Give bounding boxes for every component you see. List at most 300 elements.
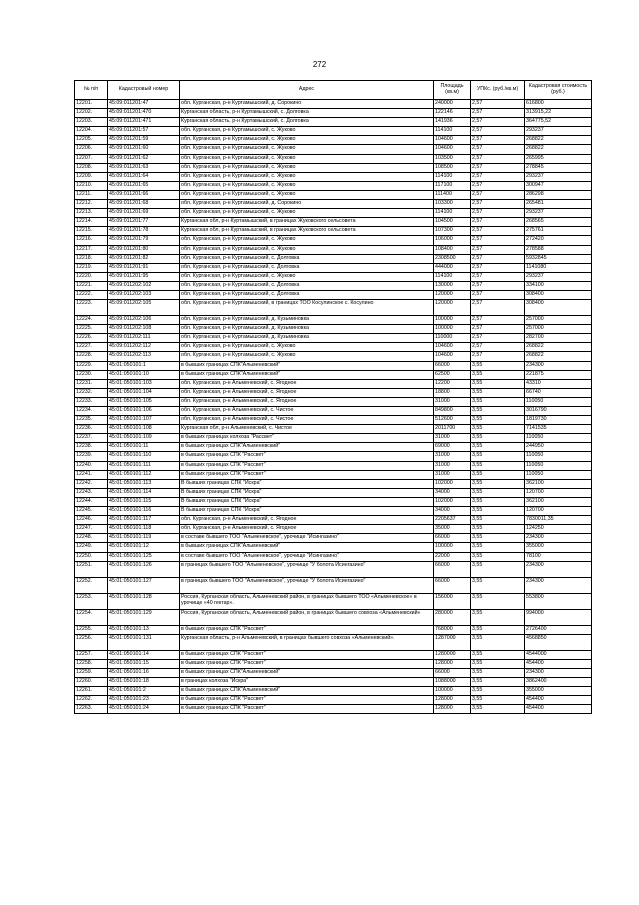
address: обл. Курганская, р-н Альменевский, с. Ягодное [180,397,434,406]
table-row [75,425,592,434]
cadastral-number: 45:09:011201:63 [108,163,180,172]
table-row [75,190,592,199]
cadastral-cost: 110050 [525,452,592,461]
area: 31000 [434,470,471,479]
row-number: 12214. [75,218,108,227]
table-row [75,361,592,370]
row-number: 12258. [75,659,108,668]
cadastral-number: 45:01:050101:131 [108,634,180,650]
cadastral-number: 45:09:011202:103 [108,290,180,299]
cadastral-number: 45:01:050101:129 [108,609,180,625]
header-num: № п/п [75,81,108,100]
cadastral-number: 45:01:050101:112 [108,470,180,479]
row-number: 12212. [75,200,108,209]
row-number: 12205. [75,136,108,145]
cadastral-cost: 4544000 [525,650,592,659]
header-row [75,81,592,100]
table-row [75,254,592,263]
address: обл. Курганская, р-н Куртамышский, с. Жуково [180,209,434,218]
upks: 3,55 [471,507,525,516]
row-number: 12213. [75,209,108,218]
table-row [75,525,592,534]
cadastral-cost: 265481 [525,200,592,209]
table-row [75,281,592,290]
upks: 3,55 [471,488,525,497]
area: 100000 [434,316,471,325]
address: в бывших границах СПК"Альменевский" [180,443,434,452]
area: 100000 [434,687,471,696]
address: обл. Курганская, р-н Куртамышский, с. Жуково [180,352,434,361]
area: 104600 [434,352,471,361]
cadastral-number: 45:01:050101:115 [108,497,180,506]
area: 122146 [434,109,471,118]
address: обл. Курганская, р-н Альменевский, с. Чистое [180,407,434,416]
row-number: 12230. [75,370,108,379]
upks: 3,55 [471,609,525,625]
upks: 3,55 [471,677,525,686]
area: 114100 [434,209,471,218]
area: 2011700 [434,425,471,434]
address: обл. Курганская, р-н Альменевский, с. Ягодное [180,379,434,388]
upks: 2,57 [471,136,525,145]
upks: 3,55 [471,705,525,714]
table-row [75,200,592,209]
upks: 2,57 [471,227,525,236]
table-body [75,100,592,714]
row-number: 12228. [75,352,108,361]
cadastral-cost: 300947 [525,181,592,190]
row-number: 12206. [75,145,108,154]
table-row [75,343,592,352]
row-number: 12239. [75,452,108,461]
cadastral-cost: 124250 [525,525,592,534]
area: 108400 [434,245,471,254]
table-row [75,118,592,127]
area: 104500 [434,218,471,227]
cadastral-cost: 234300 [525,561,592,577]
area: 66000 [434,577,471,593]
cadastral-number: 45:09:011201:82 [108,254,180,263]
area: 31000 [434,397,471,406]
address: в границах бывшего ТОО "Альменевское", урочище "У болота Исингазино" [180,561,434,577]
upks: 2,57 [471,109,525,118]
upks: 3,55 [471,516,525,525]
upks: 2,57 [471,218,525,227]
address: в бывших границах СПК"Альменевский" [180,687,434,696]
row-number: 12221. [75,281,108,290]
address: в бывших границах СПК "Рассвет" [180,705,434,714]
area: 62500 [434,370,471,379]
table-row [75,352,592,361]
cadastral-cost: 275761 [525,227,592,236]
row-number: 12238. [75,443,108,452]
row-number: 12248. [75,534,108,543]
upks: 2,57 [471,118,525,127]
area: 31000 [434,461,471,470]
row-number: 12231. [75,379,108,388]
cadastral-number: 45:09:011201:57 [108,127,180,136]
upks: 3,55 [471,577,525,593]
cadastral-cost: 994000 [525,609,592,625]
address: в составе бывшего ТОО "Альменевское", урочище "Исингазино" [180,552,434,561]
table-row [75,136,592,145]
cadastral-cost: 234300 [525,534,592,543]
row-number: 12240. [75,461,108,470]
upks: 3,55 [471,397,525,406]
upks: 2,57 [471,163,525,172]
area: 240000 [434,100,471,109]
row-number: 12243. [75,488,108,497]
table-row [75,561,592,577]
area: 1280000 [434,650,471,659]
row-number: 12235. [75,416,108,425]
address: В бывших границах СПК "Искра" [180,479,434,488]
area: 120000 [434,300,471,316]
cadastral-number: 45:01:050101:11 [108,443,180,452]
cadastral-cost: 293237 [525,172,592,181]
row-number: 12209. [75,172,108,181]
table-row [75,543,592,552]
cadastral-cost: 272420 [525,236,592,245]
cadastral-cost: 454400 [525,705,592,714]
table-row [75,593,592,609]
cadastral-cost: 278845 [525,163,592,172]
cadastral-number: 45:01:050101:15 [108,659,180,668]
area: 34000 [434,507,471,516]
row-number: 12225. [75,325,108,334]
table-row [75,272,592,281]
upks: 2,57 [471,325,525,334]
table-row [75,316,592,325]
address: в бывших границах СПК"Альменевский" [180,370,434,379]
row-number: 12208. [75,163,108,172]
upks: 3,55 [471,470,525,479]
address: Россия, Курганская область, Альменевский район, в границах бывшего совхоза «Альменевский» [180,609,434,625]
area: 120000 [434,290,471,299]
cadastral-number: 45:01:050101:2 [108,687,180,696]
cadastral-cost: 120700 [525,507,592,516]
address: Россия, Курганская область, Альменевский район, в границах бывшего ТОО «Альменевское» в урочище «40 гектар». [180,593,434,609]
cadastral-cost: 265995 [525,154,592,163]
address: обл. Курганская, р-н Куртамышский, д. Кузьминовка [180,325,434,334]
cadastral-cost: 553800 [525,593,592,609]
address: обл. Курганская, р-н Куртамышский, с. Жуково [180,181,434,190]
upks: 3,55 [471,425,525,434]
cadastral-number: 45:01:050101:110 [108,452,180,461]
cadastral-cost: 313915,22 [525,109,592,118]
cadastral-number: 45:01:050101:23 [108,696,180,705]
row-number: 12220. [75,272,108,281]
table-row [75,370,592,379]
address: обл. Курганская, р-н Куртамышский, д. Кузьминовка [180,334,434,343]
area: 110000 [434,334,471,343]
row-number: 12251. [75,561,108,577]
cadastral-number: 45:01:050101:116 [108,507,180,516]
address: в бывших границах СПК "Рассвет" [180,461,434,470]
table-header [75,81,592,100]
area: 768000 [434,625,471,634]
upks: 3,55 [471,452,525,461]
cadastral-cost: 362100 [525,479,592,488]
address: Курганская область, р-н Куртамышский, с. Долговка [180,109,434,118]
cadastral-cost: 257000 [525,316,592,325]
address: обл. Курганская, р-н Куртамышский, с. Жуково [180,136,434,145]
cadastral-number: 45:01:050101:114 [108,488,180,497]
table-row [75,705,592,714]
table-row [75,397,592,406]
cadastral-number: 45:09:011201:471 [108,118,180,127]
area: 1088000 [434,677,471,686]
row-number: 12253. [75,593,108,609]
table-row [75,181,592,190]
cadastral-number: 45:01:050101:109 [108,434,180,443]
address: в бывших границах СПК "Рассвет" [180,696,434,705]
address: в бывших границах СПК"Альменевский" [180,668,434,677]
address: в бывших границах СПК"Альменевский" [180,543,434,552]
area: 103500 [434,154,471,163]
area: 128000 [434,705,471,714]
cadastral-cost: 293237 [525,209,592,218]
upks: 2,57 [471,245,525,254]
cadastral-number: 45:01:050101:107 [108,416,180,425]
header-cadastral-cost: Кадастровая стоимость (руб.) [525,81,592,100]
header-cadastral-number: Кадастровый номер [108,81,180,100]
address: обл. Курганская, р-н Куртамышский, с. Жуково [180,163,434,172]
cadastral-cost: 308400 [525,300,592,316]
cadastral-cost: 234300 [525,577,592,593]
area: 35000 [434,525,471,534]
table-row [75,218,592,227]
cadastral-cost: 66740 [525,388,592,397]
upks: 2,57 [471,154,525,163]
row-number: 12222. [75,290,108,299]
table-row [75,507,592,516]
address: обл. Курганская, р-н Куртамышский, д. Сорокино [180,200,434,209]
area: 104600 [434,136,471,145]
upks: 3,55 [471,625,525,634]
cadastral-number: 45:09:011202:102 [108,281,180,290]
cadastral-cost: 362100 [525,497,592,506]
cadastral-number: 45:09:011202:112 [108,343,180,352]
row-number: 12218. [75,254,108,263]
upks: 3,55 [471,525,525,534]
area: 130000 [434,281,471,290]
row-number: 12229. [75,361,108,370]
table-row [75,534,592,543]
table-row [75,452,592,461]
upks: 2,57 [471,181,525,190]
cadastral-number: 45:09:011201:47 [108,100,180,109]
upks: 2,57 [471,300,525,316]
table-row [75,609,592,625]
area: 512600 [434,416,471,425]
cadastral-number: 45:01:050101:128 [108,593,180,609]
table-row [75,634,592,650]
row-number: 12236. [75,425,108,434]
address: обл. Курганская, р-н Куртамышский, с. Жуково [180,343,434,352]
cadastral-number: 45:01:050101:105 [108,397,180,406]
row-number: 12224. [75,316,108,325]
cadastral-number: 45:09:011201:95 [108,272,180,281]
table-row [75,300,592,316]
page-number: 272 [312,60,327,69]
address: обл. Курганская, р-н Куртамышский, с. Жуково [180,154,434,163]
area: 108500 [434,163,471,172]
cadastral-number: 45:09:011201:68 [108,200,180,209]
table-row [75,668,592,677]
upks: 2,57 [471,127,525,136]
area: 1287000 [434,634,471,650]
cadastral-cost: 286298 [525,190,592,199]
cadastral-cost: 3862400 [525,677,592,686]
cadastral-number: 45:09:011201:64 [108,172,180,181]
table-row [75,516,592,525]
cadastral-cost: 355000 [525,543,592,552]
cadastral-cost: 110050 [525,461,592,470]
row-number: 12259. [75,668,108,677]
row-number: 12262. [75,696,108,705]
cadastral-number: 45:09:011201:65 [108,181,180,190]
table-row [75,625,592,634]
cadastral-number: 45:09:011201:91 [108,263,180,272]
address: в границах колхоза "Искра" [180,677,434,686]
address: обл. Курганская, р-н Куртамышский, с. Жуково [180,127,434,136]
table-row [75,109,592,118]
area: 102000 [434,497,471,506]
cadastral-number: 45:09:011202:105 [108,300,180,316]
row-number: 12233. [75,397,108,406]
upks: 3,55 [471,659,525,668]
header-area: Площадь (кв.м) [434,81,471,100]
cadastral-number: 45:01:050101:117 [108,516,180,525]
upks: 3,55 [471,497,525,506]
area: 66000 [434,534,471,543]
cadastral-number: 45:01:050101:14 [108,650,180,659]
cadastral-number: 45:01:050101:10 [108,370,180,379]
cadastral-cost: 293237 [525,272,592,281]
table-row [75,677,592,686]
address: обл. Курганская, р-н Куртамышский, с. Долговка [180,281,434,290]
area: 128000 [434,696,471,705]
cadastral-number: 45:09:011201:80 [108,245,180,254]
area: 114100 [434,127,471,136]
address: Курганская обл, р-н Куртамышский, в границах Жуковского сельсовета [180,227,434,236]
area: 100000 [434,325,471,334]
table-row [75,577,592,593]
area: 111400 [434,190,471,199]
address: в бывших границах колхоза "Рассвет" [180,434,434,443]
row-number: 12250. [75,552,108,561]
area: 22000 [434,552,471,561]
cadastral-number: 45:09:011202:108 [108,325,180,334]
upks: 2,57 [471,209,525,218]
row-number: 12232. [75,388,108,397]
row-number: 12247. [75,525,108,534]
cadastral-cost: 308400 [525,290,592,299]
area: 103300 [434,200,471,209]
cadastral-cost: 234300 [525,668,592,677]
address: в бывших границах СПК "Рассвет" [180,650,434,659]
address: обл. Курганская, р-н Куртамышский, с. Долговка [180,290,434,299]
cadastral-cost: 221875 [525,370,592,379]
row-number: 12223. [75,300,108,316]
row-number: 12261. [75,687,108,696]
upks: 3,55 [471,479,525,488]
upks: 3,55 [471,443,525,452]
area: 12200 [434,379,471,388]
upks: 2,57 [471,236,525,245]
table-row [75,127,592,136]
address: обл. Курганская, р-н Альменевский, с. Ягодное [180,388,434,397]
address: Курганская область, р-н Куртамышский, с. Долговка [180,118,434,127]
cadastral-number: 45:09:011201:79 [108,236,180,245]
address: обл. Курганская, р-н Куртамышский, с. Жуково [180,172,434,181]
address: В бывших границах СПК "Искра" [180,507,434,516]
row-number: 12263. [75,705,108,714]
address: обл. Курганская, р-н Куртамышский, с. Жуково [180,145,434,154]
cadastral-number: 45:01:050101:16 [108,668,180,677]
address: обл. Курганская, р-н Куртамышский, д. Кузьминовка [180,316,434,325]
row-number: 12201. [75,100,108,109]
row-number: 12219. [75,263,108,272]
cadastral-number: 45:01:050101:119 [108,534,180,543]
address: в бывших границах СПК"Альменевский" [180,361,434,370]
table-row [75,325,592,334]
table-row [75,100,592,109]
table-row [75,145,592,154]
cadastral-cost: 1819730 [525,416,592,425]
area: 66000 [434,561,471,577]
area: 444000 [434,263,471,272]
table-row [75,416,592,425]
table-row [75,687,592,696]
upks: 2,57 [471,100,525,109]
cadastral-cost: 334100 [525,281,592,290]
cadastral-cost: 120700 [525,488,592,497]
upks: 3,55 [471,696,525,705]
address: Курганская область, р-н Альменевский, в границах бывшего совхоза «Альменевский». [180,634,434,650]
upks: 2,57 [471,343,525,352]
cadastral-number: 45:01:050101:18 [108,677,180,686]
address: обл. Курганская, р-н Альменевский, с. Ягодное [180,525,434,534]
row-number: 12215. [75,227,108,236]
area: 34000 [434,488,471,497]
header-address: Адрес [180,81,434,100]
address: обл. Курганская, р-н Альменевский, с. Ягодное [180,516,434,525]
cadastral-cost: 293237 [525,127,592,136]
area: 114100 [434,272,471,281]
cadastral-cost: 364775,52 [525,118,592,127]
cadastral-number: 45:09:011201:78 [108,227,180,236]
area: 128000 [434,659,471,668]
cadastral-cost: 110050 [525,434,592,443]
upks: 3,55 [471,407,525,416]
cadastral-cost: 268822 [525,343,592,352]
address: в границах бывшего ТОО "Альменевское", урочище "У болота Исингазино" [180,577,434,593]
upks: 3,55 [471,668,525,677]
area: 280000 [434,609,471,625]
row-number: 12256. [75,634,108,650]
area: 2308500 [434,254,471,263]
table-row [75,172,592,181]
address: в составе бывшего ТОО "Альменевское", урочище "Исингазино" [180,534,434,543]
upks: 2,57 [471,145,525,154]
cadastral-cost: 257000 [525,325,592,334]
upks: 3,55 [471,416,525,425]
upks: 2,57 [471,290,525,299]
table-row [75,334,592,343]
address: в бывших границах СПК "Рассвет" [180,470,434,479]
